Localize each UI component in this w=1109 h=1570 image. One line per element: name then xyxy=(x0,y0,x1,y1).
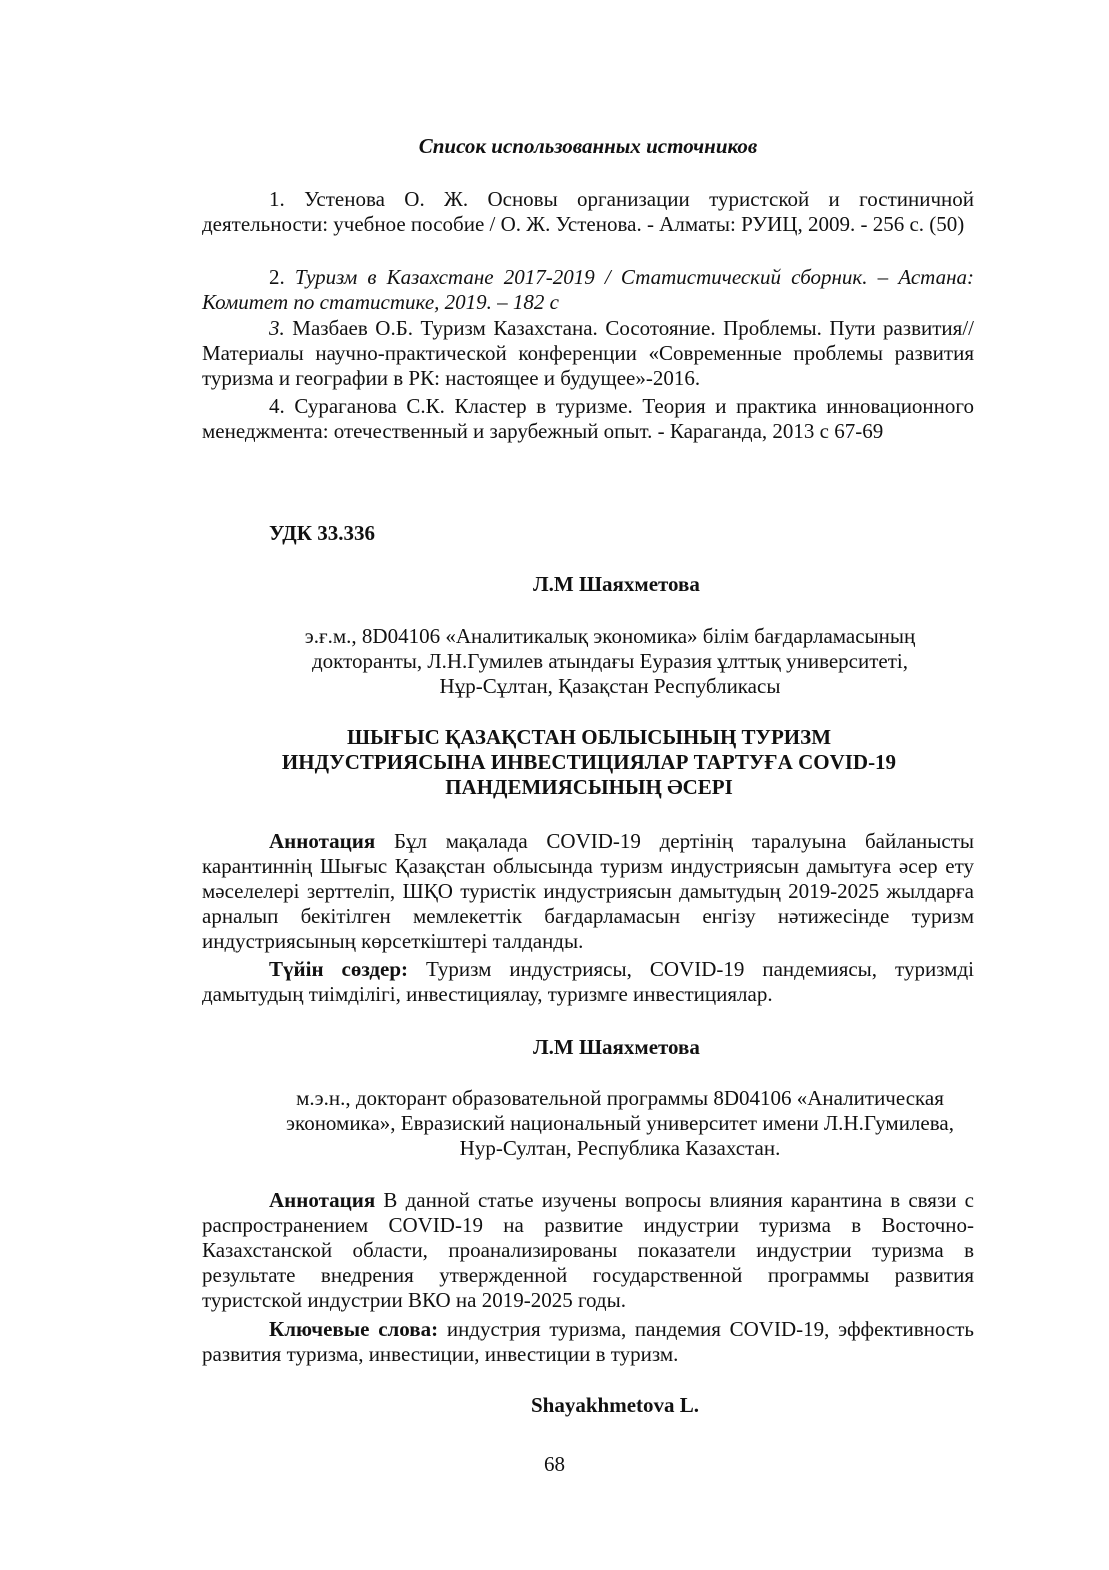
affiliation-ru-line-2: экономика», Евразиский национальный университет имени Л.Н.Гумилева, xyxy=(286,1111,954,1135)
abstract-ru-label: Аннотация xyxy=(269,1188,376,1212)
keywords-ru-label: Ключевые слова: xyxy=(269,1317,439,1341)
affiliation-kz xyxy=(210,624,1010,699)
keywords-kz-text: Туризм индустриясы, COVID-19 пандемиясы, туризмді дамытудың тиімділігі, инвестициялау, туризмге инвестициялар. xyxy=(202,957,974,1006)
references-heading: Список использованных источников xyxy=(418,134,758,158)
reference-item-1: 1. Устенова О. Ж. Основы организации туристской и гостиничной деятельности: учебное пособие / О. Ж. Устенова. - Алматы: РУИЦ, 2009. - 256 с. (50) xyxy=(202,187,974,236)
reference-item-4: 4. Сураганова С.К. Кластер в туризме. Теория и практика инновационного менеджмента: отечественный и зарубежный опыт. - Караганда, 2013 с 67-69 xyxy=(202,394,974,443)
keywords-ru xyxy=(202,1317,974,1367)
page-number: 68 xyxy=(544,1452,565,1476)
keywords-ru-text: индустрия туризма, пандемия COVID-19, эффективность развития туризма, инвестиции, инвестиции в туризм. xyxy=(202,1317,974,1366)
reference-item-3 xyxy=(202,316,974,391)
abstract-ru xyxy=(202,1188,974,1313)
article-title-line-3: ПАНДЕМИЯСЫНЫҢ ӘСЕРІ xyxy=(445,775,733,799)
reference-item-2-number: 2. xyxy=(269,265,285,289)
abstract-kz xyxy=(202,829,974,954)
author-ru: Л.М Шаяхметова xyxy=(533,1035,700,1059)
article-title-line-1: ШЫҒЫС ҚАЗАҚСТАН ОБЛЫСЫНЫҢ ТУРИЗМ xyxy=(346,725,832,749)
affiliation-kz-line-2: докторанты, Л.Н.Гумилев атындағы Еуразия ұлттық университеті, xyxy=(312,649,908,673)
affiliation-kz-line-1: э.ғ.м., 8D04106 «Аналитикалық экономика» білім бағдарламасының xyxy=(304,624,916,648)
article-title xyxy=(180,725,998,800)
affiliation-ru-line-1: м.э.н., докторант образовательной программы 8D04106 «Аналитическая xyxy=(296,1086,944,1110)
keywords-kz-label: Түйін сөздер: xyxy=(269,957,409,981)
udk-code: УДК 33.336 xyxy=(269,521,375,545)
affiliation-ru xyxy=(200,1086,1040,1161)
author-en: Shayakhmetova L. xyxy=(531,1393,700,1417)
keywords-kz xyxy=(202,957,974,1007)
affiliation-ru-line-3: Нур-Султан, Республика Казахстан. xyxy=(459,1136,781,1160)
author-kz: Л.М Шаяхметова xyxy=(533,572,700,596)
reference-item-3-text: Мазбаев О.Б. Туризм Казахстана. Сосотояние. Проблемы. Пути развития//Материалы научно-практической конференции «Современные проблемы развития туризма и географии в РК: настоящее и будущее»-2016. xyxy=(202,316,974,390)
affiliation-kz-line-3: Нұр-Сұлтан, Қазақстан Республикасы xyxy=(439,674,781,698)
article-title-line-2: ИНДУСТРИЯСЫНА ИНВЕСТИЦИЯЛАР ТАРТУҒА COVID-19 xyxy=(281,750,897,774)
reference-item-2 xyxy=(202,265,974,315)
reference-item-3-number: 3. xyxy=(269,316,285,340)
reference-item-2-text: Туризм в Казахстане 2017-2019 / Статистический сборник. – Астана: Комитет по статистике, 2019. – 182 с xyxy=(202,265,974,314)
abstract-ru-text: В данной статье изучены вопросы влияния карантина в связи с распространением COVID-19 на развитие индустрии туризма в Восточно-Казахстанской области, проанализированы показатели индустрии туризма в результате внедрения утвержденной государственной программы развития туристской индустрии ВКО на 2019-2025 годы. xyxy=(202,1188,974,1312)
abstract-kz-label: Аннотация xyxy=(269,829,376,853)
abstract-kz-text: Бұл мақалада COVID-19 дертінің таралуына байланысты карантиннің Шығыс Қазақстан облысында туризм индустриясын дамытуға әсер ету мәселелері зерттеліп, ШҚО туристік индустриясын дамытудың 2019-2025 жылдарға арналып бекітілген мемлекеттік бағдарламасын енгізу нәтижесінде туризм индустриясының көрсеткіштері талданды. xyxy=(202,829,974,953)
